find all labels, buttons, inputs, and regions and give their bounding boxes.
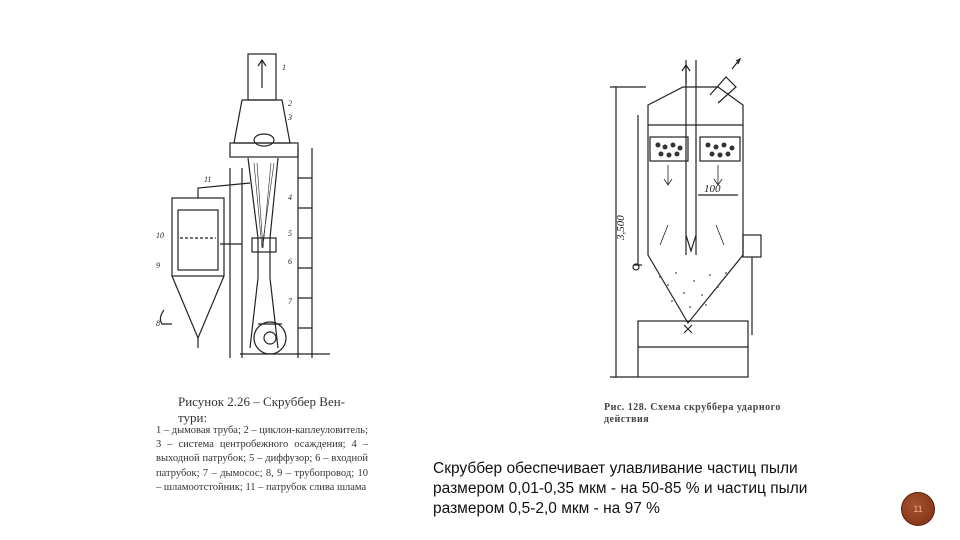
venturi-scrubber-drawing [150, 48, 370, 360]
callout-7: 7 [288, 297, 292, 306]
callout-10: 10 [156, 231, 164, 240]
right-figure-caption: Рис. 128. Схема скруббера ударного действия [604, 402, 781, 425]
callout-6: 6 [288, 257, 292, 266]
impact-scrubber-drawing [598, 55, 778, 385]
callout-4: 4 [288, 193, 292, 202]
width-dimension-label: 100 [704, 183, 721, 195]
callout-3: 3 [288, 113, 292, 122]
height-dimension-label: 3,500 [615, 215, 627, 240]
main-description-text: Скруббер обеспечивает улавливание частиц пыли размером 0,01-0,35 мкм - на 50-85 % и частиц пыли размером 0,5-2,0 мкм - на 97 % [433, 460, 808, 517]
callout-2: 2 [288, 99, 292, 108]
callout-1: 1 [282, 63, 286, 72]
left-figure-caption: Рисунок 2.26 – Скруббер Вен- тури: [178, 394, 346, 425]
callout-11: 11 [204, 175, 212, 184]
callout-8: 8 [156, 319, 160, 328]
callout-5: 5 [288, 229, 292, 238]
left-figure-legend: 1 – дымовая труба; 2 – циклон-каплеуловитель; 3 – система центробежного осаждения; 4 – выходной патрубок; 5 – диффузор; 6 – входной патрубок; 7 – дымосос; 8, 9 – трубопровод; 10 – шламоотстойник; 11 – патрубок слива шлама [156, 425, 368, 493]
callout-9: 9 [156, 261, 160, 270]
page-number-badge: 11 [901, 492, 935, 526]
